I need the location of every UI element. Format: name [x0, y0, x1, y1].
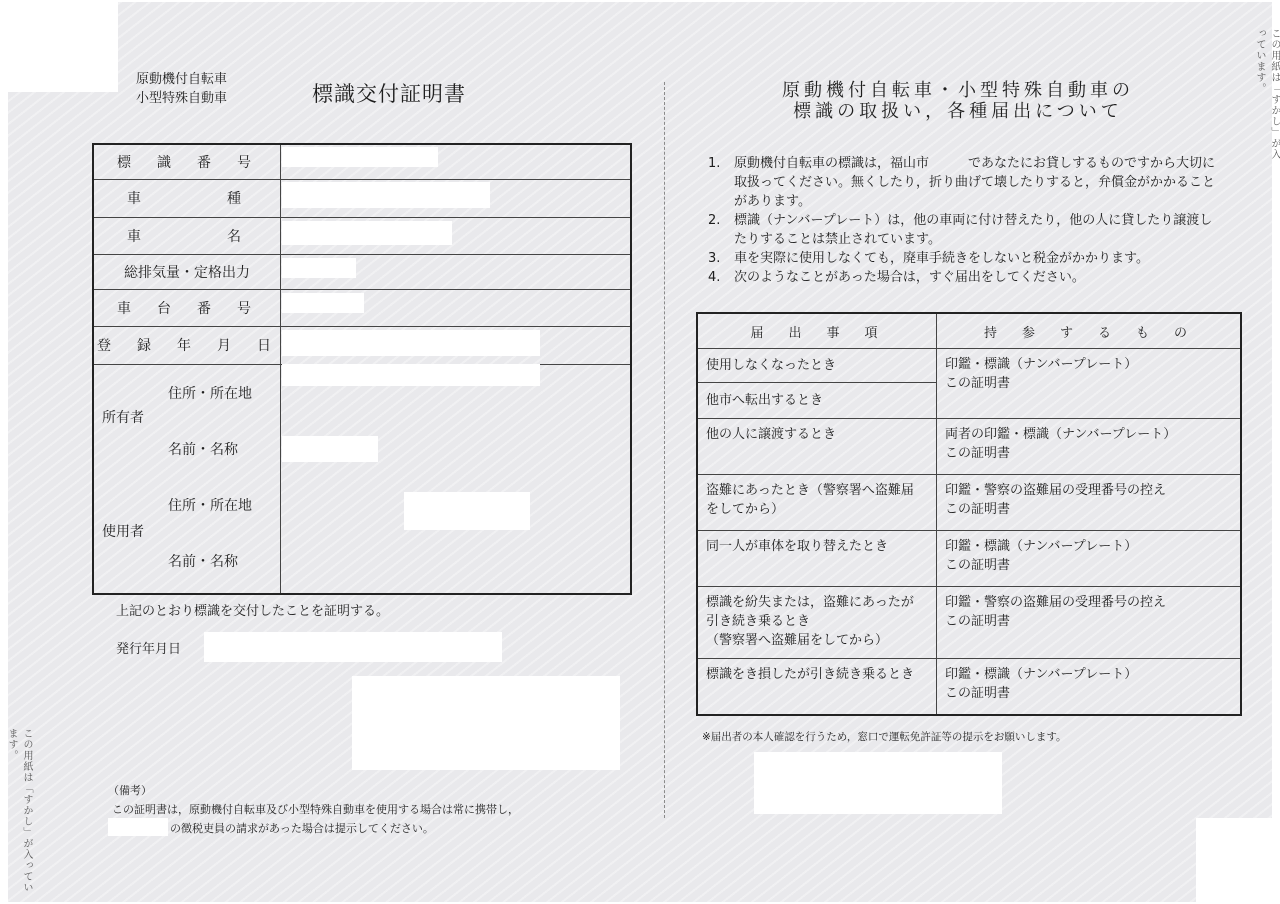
- redacted-area: [282, 258, 356, 278]
- event-cell: 同一人が車体を取り替えたとき: [697, 531, 937, 587]
- owner-label: 所有者: [102, 409, 144, 426]
- fold-line: [664, 82, 665, 818]
- bring-cell: 両者の印鑑・標識（ナンバープレート） この証明書: [937, 419, 1242, 475]
- redacted-area: [282, 182, 490, 208]
- bring-cell: 印鑑・警察の盗難届の受理番号の控え この証明書: [937, 587, 1242, 659]
- footnote: ※届出者の本人確認を行うため，窓口で運転免許証等の提示をお願いします。: [702, 731, 1067, 743]
- redacted-area: [282, 221, 452, 245]
- instructions-title: 原動機付自転車・小型特殊自動車の 標識の取扱い，各種届出について: [782, 80, 1134, 122]
- redacted-area: [754, 752, 1002, 814]
- user-name-label: 名前・名称: [168, 553, 238, 570]
- certificate-title: 標識交付証明書: [312, 82, 466, 106]
- redacted-area: [282, 293, 364, 313]
- event-cell: 標識をき損したが引き続き乗るとき: [697, 659, 937, 715]
- row-label-frame-number: 車 台 番 号: [93, 289, 281, 326]
- list-item: 3. 車を実際に使用しなくても，廃車手続きをしないと税金がかかります。: [708, 251, 1149, 266]
- event-cell: 盗難にあったとき（警察署へ盗難届 をしてから）: [697, 475, 937, 531]
- watermark-note-right: この用紙は「すかし」が入っています。: [1254, 28, 1280, 160]
- bring-cell: 印鑑・標識（ナンバープレート） この証明書: [937, 349, 1242, 419]
- row-label-vehicle-name: 車 名: [93, 217, 281, 254]
- vehicle-type-header: 原動機付自転車 小型特殊自動車: [136, 72, 228, 106]
- certify-text: 上記のとおり標識を交付したことを証明する。: [116, 604, 390, 619]
- row-label-displacement: 総排気量・定格出力: [93, 254, 281, 289]
- redacted-area: [352, 676, 620, 770]
- owner-name-label: 名前・名称: [168, 441, 238, 458]
- issue-date-label: 発行年月日: [116, 642, 182, 657]
- redacted-area: [282, 364, 540, 386]
- list-item: 1. 原動機付自転車の標識は，福山市 であなたにお貸しするものですから大切に取扱ってください。無くしたり，折り曲げて壊したりすると，弁償金がかかることがあります。: [708, 156, 1216, 209]
- owner-user-labels: [93, 364, 281, 594]
- bring-cell: 印鑑・警察の盗難届の受理番号の控え この証明書: [937, 475, 1242, 531]
- list-item: 2. 標識（ナンバープレート）は，他の車両に付け替えたり，他の人に貸したり譲渡したりすることは禁止されています。: [708, 213, 1213, 247]
- instructions-list: [708, 154, 1220, 287]
- redacted-area: [108, 818, 168, 836]
- notes-line-2: の徴税吏員の請求があった場合は提示してください。: [170, 822, 434, 835]
- bring-cell: 印鑑・標識（ナンバープレート） この証明書: [937, 531, 1242, 587]
- watermark-note-left: この用紙は「すかし」が入っています。: [6, 728, 32, 893]
- list-item: 4. 次のようなことがあった場合は，すぐ届出をしてください。: [708, 270, 1085, 285]
- redacted-area: [282, 436, 378, 462]
- redacted-area: [204, 632, 502, 662]
- redacted-area: [404, 492, 530, 530]
- event-cell: 他市へ転出するとき: [697, 383, 937, 419]
- owner-address-label: 住所・所在地: [168, 385, 252, 402]
- user-address-label: 住所・所在地: [168, 497, 252, 514]
- row-label-plate-number: 標 識 番 号: [93, 144, 281, 179]
- row-label-vehicle-type: 車 種: [93, 179, 281, 217]
- notification-table: [696, 312, 1242, 716]
- event-cell: 他の人に譲渡するとき: [697, 419, 937, 475]
- notes-title: （備考）: [108, 784, 152, 797]
- user-label: 使用者: [102, 523, 144, 540]
- redacted-area: [282, 147, 438, 167]
- event-cell: 標識を紛失または，盗難にあったが 引き続き乗るとき （警察署へ盗難届をしてから）: [697, 587, 937, 659]
- event-cell: 使用しなくなったとき: [697, 349, 937, 383]
- bring-cell: 印鑑・標識（ナンバープレート） この証明書: [937, 659, 1242, 715]
- redacted-area: [282, 330, 540, 356]
- notes-line-1: この証明書は，原動機付自転車及び小型特殊自動車を使用する場合は常に携帯し，: [112, 803, 519, 816]
- header-bring: 持 参 す る も の: [937, 313, 1242, 349]
- header-event: 届 出 事 項: [697, 313, 937, 349]
- row-label-registration-date: 登 録 年 月 日: [93, 326, 281, 364]
